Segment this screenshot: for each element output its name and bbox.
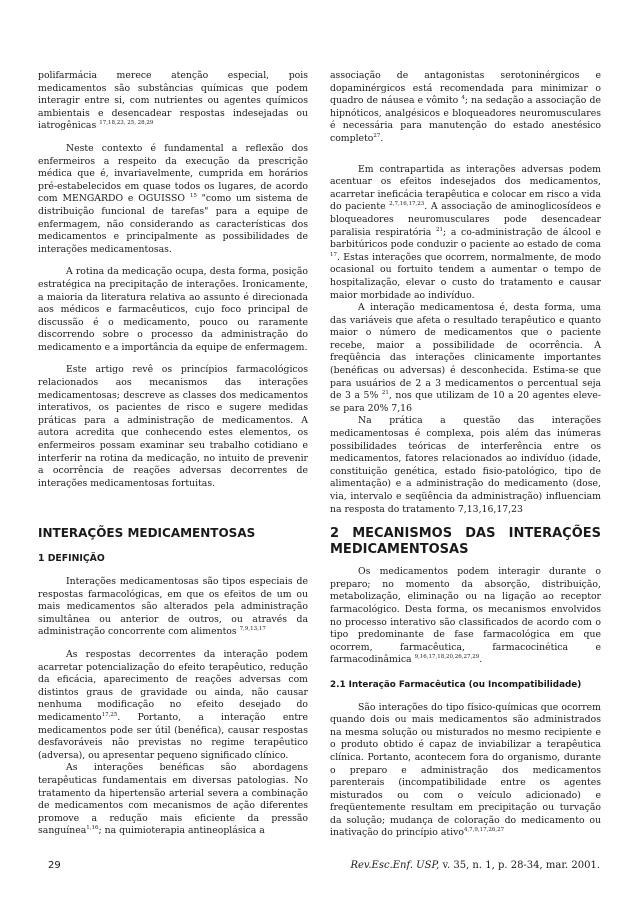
journal-citation xyxy=(350,860,600,871)
text: ; na quimioterapia antineoplásica a xyxy=(98,825,265,837)
text: São interações do tipo físico-químicas que ocorrem quando dois ou mais medicamentos são administrados na mesma solução ou misturados no mesmo recipiente e o produto obtido é capaz de inviabilizar a terapêutica clínica. Portanto, acontecem fora do organismo, durante o preparo e administração dos medicamentos parenterais (incompatibilidade entre os agentes misturados ou com o veículo adicionado) e freqüentemente resultam em precipitação ou turvação da solução; mudança de coloração do medicamento ou inativação do princípio ativo xyxy=(330,701,601,839)
citation-ref: 2,7,16,17,23 xyxy=(389,201,425,208)
text: Neste contexto é fundamental a reflexão dos enfermeiros a respeito da execução da prescrição médica que é, invariavelmente, cumprida em horários pré-estabelecidos em quase todos os lugares, de acordo com MENGARDO e OGUISSO xyxy=(38,142,308,205)
text: As interações benéficas são abordagens terapêuticas fundamentais em diversas patologias. No tratamento da hipertensão arterial severa a combinação de medicamentos com mecanismos de ação diferentes promove a redução mais eficiente da pressão sanguínea xyxy=(38,762,308,837)
text: ; a co-administração de álcool e barbitúricos pode conduzir o paciente ao estado de coma xyxy=(330,226,601,251)
text: A interação medicamentosa é, desta forma, uma das variáveis que afeta o resultado terapêutico e quanto maior o número de medicamentos que o paciente recebe, maior a possibilidade de ocorrência. A freqüência das interações clinicamente importantes (benéficas ou adversas) é desconhecida. Estima-se que para usuários de 2 a 3 medicamentos o percentual seja de 3 a 5% xyxy=(330,302,601,402)
right-column xyxy=(330,70,601,840)
section-heading: 2 MECANISMOS DAS INTERAÇÕES MEDICAMENTOSAS xyxy=(330,526,601,558)
citation-ref: 1,16 xyxy=(86,825,99,832)
text: ; na sedação a associação de hipnóticos, analgésicos e bloqueadores neuromusculares é necessária para manutenção do estado anestésico completo xyxy=(330,95,601,144)
page-number: 29 xyxy=(48,860,61,871)
paragraph xyxy=(38,70,308,133)
citation-ref: 7,9,13,17 xyxy=(239,626,266,633)
text: Na prática a questão das interações medicamentosas é complexa, pois além das inúmeras possibilidades teóricas de interferência entre os medicamentos, fatores relacionados ao indivíduo (idade, constituição genética, estado fisio-patológico, tipo de alimentação) e a administração do medicamento (dose, via, intervalo e seqüência da administração) influenciam na resposta do tratamento xyxy=(330,415,601,515)
paragraph: Os medicamentos podem interagir durante o preparo; no momento da absorção, distribuição, metabolização, eliminação ou na ligação ao receptor farmacológico. Desta forma, os mecanismos envolvidos no processo interativo são classificados de acordo com o tipo predominante de fase farmacológica em que ocorrem, farmacêutica, farmacocinética e farmacodinâmica $^{9,16,17,18,20,26,27,29}$. xyxy=(330,566,601,666)
citation-ref: 9,16,17,18,20,26,27,29 xyxy=(414,654,480,661)
citation-ref: 21 xyxy=(436,226,444,233)
paragraph xyxy=(330,415,601,516)
paragraph: associação de antagonistas serotoninérgicos e dopaminérgicos está recomendada para minimizar o quadro de náusea e vômito $^4$; na sedação a associação de hipnóticos, analgésicos e bloqueadores neuromusculares é necessária para manutenção do estado anestésico completo$^{27}$. xyxy=(330,70,601,144)
citation-ref: 21 xyxy=(381,390,389,397)
citation-ref: 4 xyxy=(461,95,465,102)
paragraph: A rotina da medicação ocupa, desta forma, posição estratégica na precipitação de interações. Ironicamente, a maioria da literatura relativa ao assunto é direcionada aos médicos e farmacêuticos, cujo foco principal de discussão é o medicamento, pouco ou raramente discorrendo sobre o processo da administração do medicamento e a importância da equipe de enfermagem. xyxy=(38,266,308,353)
subsection-heading: 2.1 Interação Farmacêutica (ou Incompatibilidade) xyxy=(330,679,582,690)
issue-info: v. 35, n. 1, p. 28-34, mar. 2001. xyxy=(439,860,600,871)
text: Em contrapartida as interações adversas podem acentuar os efeitos indesejados dos medicamentos, acarretar ineficácia terapêutica e colocar em risco a vida do paciente xyxy=(330,163,601,213)
text: . A associação de aminoglicosídeos e bloqueadores neuromusculares pode desencadear paralisia respiratória xyxy=(330,201,601,238)
paragraph xyxy=(330,702,601,841)
paragraph xyxy=(38,576,308,639)
left-column xyxy=(38,70,308,838)
paragraph xyxy=(38,762,308,838)
text: Interações medicamentosas são tipos especiais de respostas farmacológicas, em que os efeitos de um ou mais medicamentos são alterados pela administração simultânea ou anterior de outros, ou através da administração concorrente com alimentos xyxy=(38,576,308,638)
citation-ref: 17,25 xyxy=(101,711,118,718)
citation-ref: 7,13,16,17,23 xyxy=(457,503,523,515)
text: Os medicamentos podem interagir durante o preparo; no momento da absorção, distribuição, metabolização, eliminação ou na ligação ao receptor farmacológico. Desta forma, os mecanismos envolvidos no processo interativo são classificados de acordo com o tipo predominante de fase farmacológica em que ocorrem, farmacêutica, farmacocinética e farmacodinâmica xyxy=(330,566,601,666)
paragraph xyxy=(38,143,308,256)
citation-ref: 15 xyxy=(189,193,197,200)
paragraph xyxy=(38,649,308,762)
citation-ref: 17,18,23, 25, 28,29 xyxy=(99,120,154,127)
citation-ref: 17 xyxy=(330,251,337,258)
section-heading: INTERAÇÕES MEDICAMENTOSAS xyxy=(38,526,256,541)
text: polifarmácia merece atenção especial, pois medicamentos são substâncias químicas que podem interagir entre si, com nutrientes ou agentes químicos ambientais e desencadear respostas indesejadas ou iatrogênicas xyxy=(38,70,308,132)
text: , nos que utilizam de 10 a 20 agentes eleve-se para 20% xyxy=(330,390,601,414)
text: 7,16 xyxy=(388,402,412,414)
text: . Portanto, a interação entre medicamentos pode ser útil (benéfica), causar respostas desfavoráveis não previstas no regime terapêutico (adversa), ou apresentar pequeno significado clínico. xyxy=(38,711,308,761)
citation-ref: 4,7,9,17,26,27 xyxy=(463,827,505,834)
citation-ref: 27 xyxy=(373,132,381,139)
paragraph xyxy=(330,302,601,415)
paragraph: Este artigo revê os princípios farmacológicos relacionados aos mecanismos das interações medicamentosas; descreve as classes dos medicamentos interativos, os pacientes de risco e sugere medidas práticas para a administração de medicamentos. A autora acredita que conhecendo estes elementos, os enfermeiros possam examinar seu trabalho cotidiano e interferir na rotina da medicação, no intuito de prevenir a ocorrência de reações adversas decorrentes de interações medicamentosas fortuitas. xyxy=(38,364,308,489)
subsection-heading: 1 DEFINIÇÃO xyxy=(38,553,105,565)
text: associação de antagonistas serotoninérgicos e dopaminérgicos está recomendada para minimizar o quadro de náusea e vômito xyxy=(330,70,601,107)
text: "como um sistema de distribuição funcional de tarefas" para a equipe de enfermagem, não considerando as características dos medicamentos e principalmente as possibilidades de interações medicamentosas. xyxy=(38,193,308,255)
text: As respostas decorrentes da interação podem acarretar potencialização do efeito terapêutico, redução da eficácia, aparecimento de reações adversas com distintos graus de gravidade ou ainda, não causar nenhuma modificação no efeito desejado do medicamento xyxy=(38,648,308,723)
journal-name: Rev.Esc.Enf. USP, xyxy=(350,860,440,871)
paragraph xyxy=(330,164,601,303)
text: . Estas interações que ocorrem, normalmente, de modo ocasional ou fortuito tendem a aumentar o tempo de hospitalização, elevar o custo do tratamento e causar maior morbidade ao indivíduo. xyxy=(330,251,601,301)
